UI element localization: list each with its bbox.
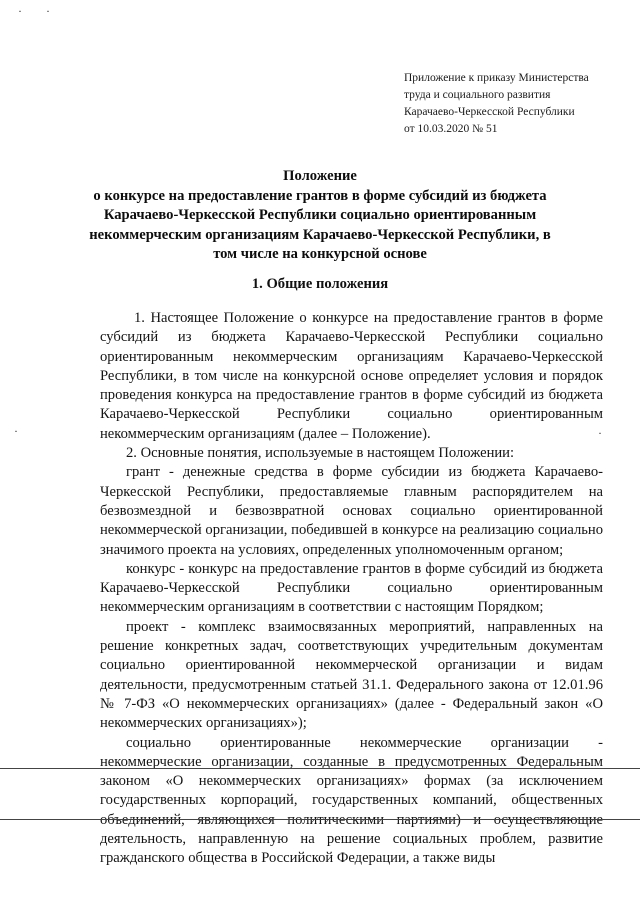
scan-speck: · bbox=[46, 4, 50, 18]
title-line: некоммерческим организациям Карачаево-Черкесской Республики, в bbox=[89, 226, 551, 243]
paragraph-project-definition: проект - комплекс взаимосвязанных мероприятий, направленных на решение конкретных задач, соответствующих учредительным документам социально ориентированной некоммерческой организации и видам деятельности, предусмотренным статьей 31.1. Федерального закона от 12.01.96 № 7-ФЗ «О некоммерческих организациях» (далее - Федеральный закон «О некоммерческих организациях»); bbox=[100, 618, 603, 732]
document-body bbox=[100, 309, 603, 869]
document-title bbox=[40, 167, 600, 265]
scan-speck: · bbox=[18, 4, 22, 18]
paragraph-2: 2. Основные понятия, используемые в настоящем Положении: bbox=[126, 445, 515, 462]
scan-fold-line bbox=[0, 768, 640, 769]
scan-fold-line bbox=[0, 819, 640, 820]
title-line: том числе на конкурсной основе bbox=[213, 246, 427, 262]
title-line: о конкурсе на предоставление грантов в форме субсидий из бюджета bbox=[93, 187, 547, 204]
paragraph-grant-definition: грант - денежные средства в форме субсидии из бюджета Карачаево-Черкесской Республики, предоставляемые главным распорядителем на безвозмездной и безвозвратной основах социально ориентированной некоммерческой организации, победившей в конкурсе на реализацию социально значимого проекта на условиях, определенных уполномоченным органом; bbox=[100, 464, 603, 558]
title-line: Карачаево-Черкесской Республики социально ориентированным bbox=[103, 207, 537, 223]
title-line: Положение bbox=[283, 168, 357, 184]
paragraph-1: 1. Настоящее Положение о конкурсе на предоставление грантов в форме субсидий из бюджета Карачаево-Черкесской Республики социально ориентированным некоммерческим организациям Карачаево-Черкесской Республики, в том числе на конкурсной основе определяет условия и порядок проведения конкурса на предоставление грантов в форме субсидий из бюджета Карачаево-Черкесской Республики социально ориентированным некоммерческим организациям (далее – Положение). bbox=[100, 310, 603, 442]
paragraph-nko-definition: социально ориентированные некоммерческие организации - некоммерческие организации, созданные в предусмотренных Федеральным законом «О некоммерческих организациях» формах (за исключением государственных корпораций, государственных компаний, общественных объединений, являющихся политическими партиями) и осуществляющие деятельность, направленную на решение социальных проблем, развитие гражданского общества в Российской Федерации, а также виды bbox=[100, 734, 603, 867]
section-heading: 1. Общие положения bbox=[251, 276, 389, 292]
paragraph-contest-definition: конкурс - конкурс на предоставление грантов в форме субсидий из бюджета Карачаево-Черкесской Республики социально ориентированным некоммерческим организациям в соответствии с настоящим Порядком; bbox=[100, 560, 603, 616]
attachment-line: Карачаево-Черкесской Республики bbox=[404, 106, 575, 118]
attachment-line: от 10.03.2020 № 51 bbox=[404, 123, 498, 135]
attachment-line: Приложение к приказу Министерства bbox=[404, 72, 589, 84]
attachment-line: труда и социального развития bbox=[404, 89, 551, 101]
scan-speck: · bbox=[14, 424, 18, 438]
scan-speck: · bbox=[598, 426, 602, 440]
attachment-header bbox=[404, 70, 624, 138]
